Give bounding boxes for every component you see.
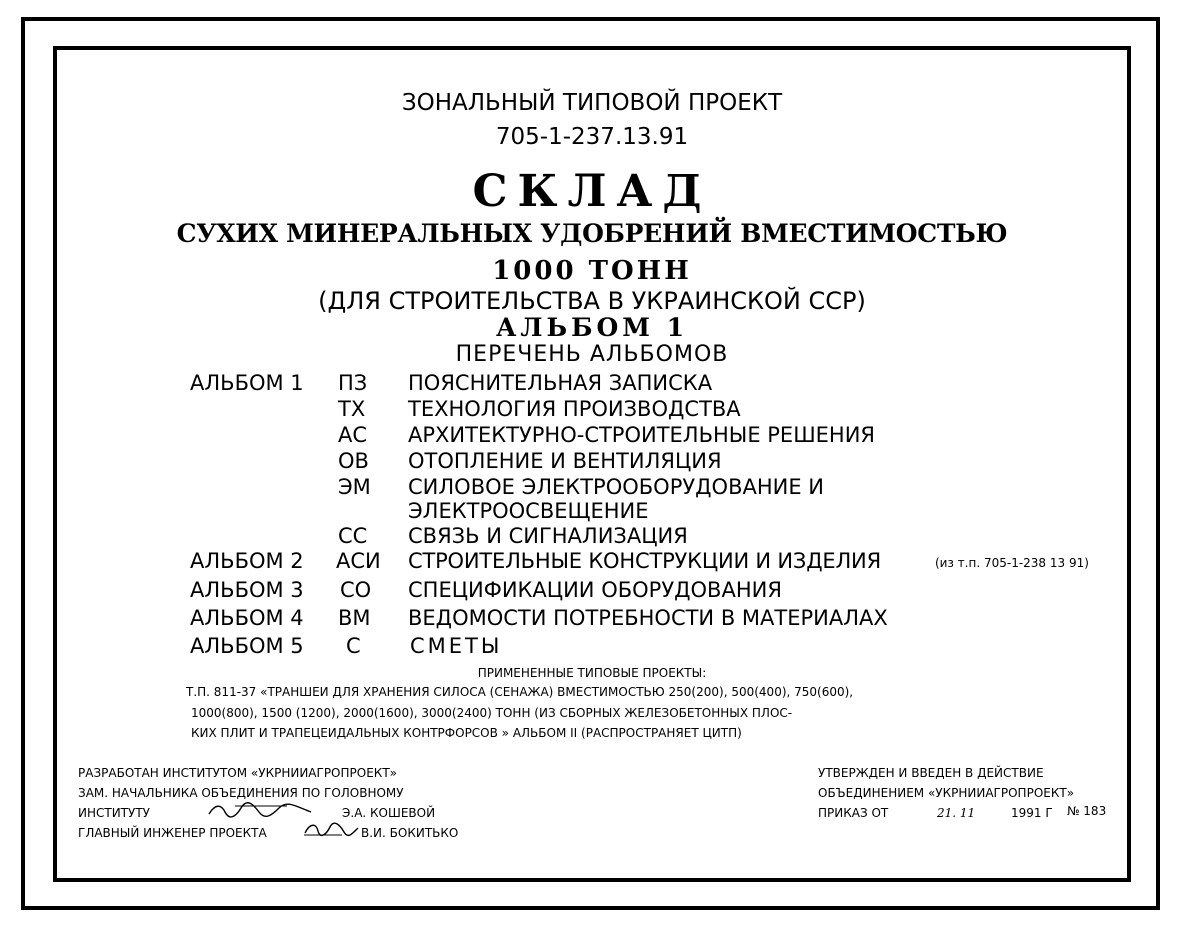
list-item-text: ОТОПЛЕНИЕ И ВЕНТИЛЯЦИЯ (408, 449, 722, 473)
list-item-code: С (346, 634, 361, 658)
list-item-text: ВЕДОМОСТИ ПОТРЕБНОСТИ В МАТЕРИАЛАХ (408, 606, 888, 630)
developed-line-1: РАЗРАБОТАН ИНСТИТУТОМ «УКРНИИАГРОПРОЕКТ» (78, 766, 397, 780)
list-item-text: АРХИТЕКТУРНО-СТРОИТЕЛЬНЫЕ РЕШЕНИЯ (408, 423, 876, 447)
list-item-text: СПЕЦИФИКАЦИИ ОБОРУДОВАНИЯ (408, 578, 782, 602)
list-item-album: АЛЬБОМ 4 (190, 606, 304, 630)
applied-line-2: 1000(800), 1500 (1200), 2000(1600), 3000(2400) ТОНН (ИЗ СБОРНЫХ ЖЕЛЕЗОБЕТОННЫХ ПЛОС- (191, 706, 793, 720)
approved-line-1: УТВЕРЖДЕН И ВВЕДЕН В ДЕЙСТВИЕ (818, 766, 1044, 780)
applied-heading: ПРИМЕНЕННЫЕ ТИПОВЫЕ ПРОЕКТЫ: (477, 666, 707, 680)
list-item-album: АЛЬБОМ 5 (190, 634, 304, 658)
project-number: 705-1-237.13.91 (495, 124, 689, 150)
title-sub: СУХИХ МИНЕРАЛЬНЫХ УДОБРЕНИЙ ВМЕСТИМОСТЬЮ (176, 219, 1008, 248)
list-item-code: ПЗ (338, 371, 368, 395)
list-item-code: АС (338, 423, 368, 447)
list-item-code: ТХ (338, 397, 366, 421)
list-item-text: ПОЯСНИТЕЛЬНАЯ ЗАПИСКА (408, 371, 713, 395)
signature-koshevoy (205, 800, 315, 820)
applied-line-1: Т.П. 811-37 «ТРАНШЕИ ДЛЯ ХРАНЕНИЯ СИЛОСА (СЕНАЖА) ВМЕСТИМОСТЬЮ 250(200), 500(400), 750(600), (186, 685, 854, 699)
list-item-text: СТРОИТЕЛЬНЫЕ КОНСТРУКЦИИ И ИЗДЕЛИЯ (408, 549, 881, 573)
applied-line-3: КИХ ПЛИТ И ТРАПЕЦЕИДАЛЬНЫХ КОНТРФОРСОВ » АЛЬБОМ II (РАСПРОСТРАНЯЕТ ЦИТП) (191, 726, 742, 740)
list-item-text: СМЕТЫ (410, 634, 503, 658)
list-item-album: АЛЬБОМ 3 (190, 578, 304, 602)
order-number: № 183 (1067, 804, 1107, 818)
signature-bokitko (302, 820, 360, 838)
list-item-code: ВМ (338, 606, 371, 630)
list-item-code: СС (338, 524, 368, 548)
order-year: 1991 Г (1011, 806, 1053, 820)
list-item-code: ОВ (338, 449, 369, 473)
title-note: (ДЛЯ СТРОИТЕЛЬСТВА В УКРАИНСКОЙ ССР) (318, 287, 866, 315)
list-item-text: СВЯЗЬ И СИГНАЛИЗАЦИЯ (408, 524, 688, 548)
order-date: 21. 11 (937, 806, 976, 820)
list-item-text: ТЕХНОЛОГИЯ ПРОИЗВОДСТВА (408, 397, 741, 421)
title-capacity: 1000 ТОНН (492, 256, 692, 286)
list-item-code: ЭМ (338, 475, 371, 499)
list-item-text: СИЛОВОЕ ЭЛЕКТРООБОРУДОВАНИЕ И (408, 475, 825, 499)
list-heading: ПЕРЕЧЕНЬ АЛЬБОМОВ (455, 342, 729, 367)
developed-line-2: ЗАМ. НАЧАЛЬНИКА ОБЪЕДИНЕНИЯ ПО ГОЛОВНОМУ (78, 786, 404, 800)
order-label: ПРИКАЗ ОТ (818, 806, 889, 820)
list-item-album: АЛЬБОМ 1 (190, 371, 304, 395)
title-album: АЛЬБОМ 1 (495, 313, 688, 342)
album2-source-note: (из т.п. 705-1-238 13 91) (935, 556, 1089, 570)
developed-line-3-label: ИНСТИТУТУ (78, 806, 150, 820)
developed-line-4-name: В.И. БОКИТЬКО (361, 826, 459, 840)
developed-line-3-name: Э.А. КОШЕВОЙ (342, 806, 436, 820)
list-item-code: АСИ (336, 549, 381, 573)
approved-line-2: ОБЪЕДИНЕНИЕМ «УКРНИИАГРОПРОЕКТ» (818, 786, 1075, 800)
list-item-album: АЛЬБОМ 2 (190, 549, 304, 573)
developed-line-4-label: ГЛАВНЫЙ ИНЖЕНЕР ПРОЕКТА (78, 826, 267, 840)
list-item-text: ЭЛЕКТРООСВЕЩЕНИЕ (408, 499, 649, 523)
title-main: СКЛАД (472, 166, 712, 217)
list-item-code: СО (340, 578, 372, 602)
project-type: ЗОНАЛЬНЫЙ ТИПОВОЙ ПРОЕКТ (401, 90, 783, 116)
